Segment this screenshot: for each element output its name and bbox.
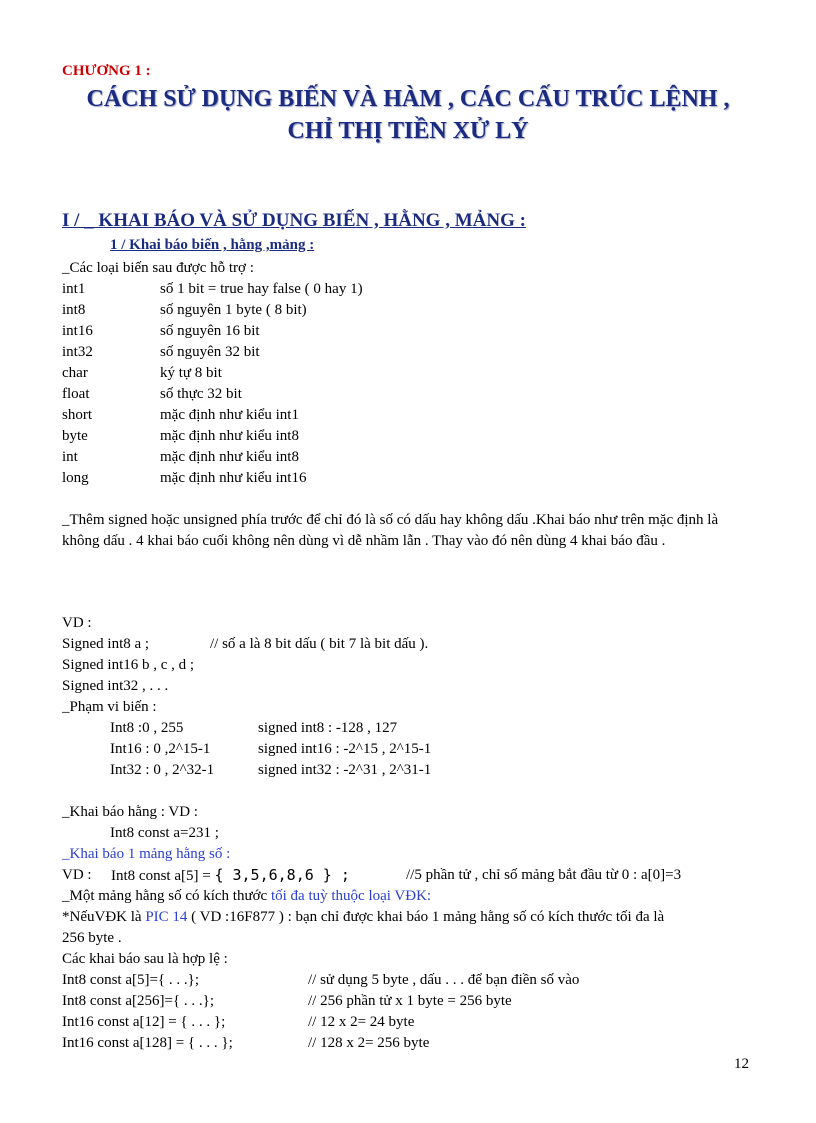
- type-desc: số nguyên 32 bit: [160, 344, 260, 360]
- range-row: [110, 739, 432, 759]
- type-desc: mặc định như kiểu int1: [160, 407, 299, 423]
- note-paragraph: _Thêm signed hoặc unsigned phía trước để chỉ đó là số có dấu hay không dấu .Khai báo như trên mặc định là không dấu . 4 khai báo cuối không nên dùng vì dễ nhầm lẫn . Thay vào đó nên dùng 4 khai báo đầu .: [62, 512, 719, 549]
- type-desc: số 1 bit = true hay false ( 0 hay 1): [160, 281, 363, 297]
- example-label: VD :: [62, 615, 92, 631]
- type-desc: mặc định như kiểu int8: [160, 428, 299, 444]
- chapter-title-line-1: CÁCH SỬ DỤNG BIẾN VÀ HÀM , CÁC CẤU TRÚC LỆNH ,: [86, 86, 730, 112]
- const-label: _Khai báo hằng : VD :: [62, 804, 198, 820]
- type-name: int: [62, 449, 78, 465]
- type-row: [62, 384, 242, 404]
- vd-code-text: Int8 const a[5] =: [111, 868, 215, 884]
- range-unsigned: Int8 :0 , 255: [110, 720, 184, 736]
- type-row: [62, 342, 260, 362]
- example-line: Signed int32 , . . .: [62, 678, 169, 694]
- vd-comment: //5 phần tử , chỉ số mảng bắt đầu từ 0 : a[0]=3: [406, 867, 682, 883]
- type-row: [62, 426, 299, 446]
- vd-prefix: VD :: [62, 867, 92, 883]
- valid-code: Int16 const a[128] = { . . . };: [62, 1035, 233, 1051]
- range-label: _Phạm vi biến :: [62, 699, 157, 715]
- range-row: [110, 718, 398, 738]
- type-desc: mặc định như kiểu int16: [160, 470, 307, 486]
- type-name: float: [62, 386, 90, 402]
- chapter-label: CHƯƠNG 1 :: [62, 63, 151, 79]
- chapter-title-line-2: CHỈ THỊ TIỀN XỬ LÝ: [287, 118, 529, 144]
- vd-code: [111, 865, 350, 886]
- type-row: [62, 468, 307, 488]
- range-signed: signed int32 : -2^31 , 2^31-1: [258, 762, 432, 778]
- vd-code-values: { 3,5,6,8,6 } ;: [214, 866, 350, 884]
- range-unsigned: Int32 : 0 , 2^32-1: [110, 762, 215, 778]
- range-signed: signed int16 : -2^15 , 2^15-1: [258, 741, 432, 757]
- pic-note-text: ( VD :16F877 ) : bạn chỉ được khai báo 1 mảng hằng số có kích thước tối đa là: [187, 909, 665, 925]
- type-row: [62, 300, 307, 320]
- type-name: int8: [62, 302, 86, 318]
- type-name: int32: [62, 344, 93, 360]
- type-row: [62, 321, 260, 341]
- valid-code: Int8 const a[5]={ . . .};: [62, 972, 199, 988]
- pic-note-cont: 256 byte .: [62, 930, 122, 946]
- valid-code: Int8 const a[256]={ . . .};: [62, 993, 214, 1009]
- type-name: char: [62, 365, 88, 381]
- valid-comment: // 128 x 2= 256 byte: [308, 1035, 430, 1051]
- types-intro: _Các loại biến sau được hỗ trợ :: [62, 260, 254, 276]
- valid-comment: // sử dụng 5 byte , dấu . . . để bạn điền số vào: [308, 972, 580, 988]
- const-example: Int8 const a=231 ;: [110, 825, 219, 841]
- size-note-highlight: tối đa tuỳ thuộc loại VĐK:: [270, 888, 432, 904]
- type-desc: mặc định như kiểu int8: [160, 449, 299, 465]
- type-desc: số nguyên 1 byte ( 8 bit): [160, 302, 307, 318]
- valid-comment: // 256 phần tử x 1 byte = 256 byte: [308, 993, 512, 1009]
- type-row: [62, 279, 363, 299]
- subsection-heading: 1 / Khai báo biến , hằng ,mảng :: [110, 237, 315, 253]
- example-comment: // số a là 8 bit dấu ( bit 7 là bit dấu ).: [210, 636, 429, 652]
- valid-comment: // 12 x 2= 24 byte: [308, 1014, 415, 1030]
- type-name: int16: [62, 323, 93, 339]
- valid-code: Int16 const a[12] = { . . . };: [62, 1014, 226, 1030]
- page-number: 12: [734, 1056, 749, 1072]
- section-heading: I / _ KHAI BÁO VÀ SỬ DỤNG BIẾN , HẰNG , MẢNG :: [62, 210, 526, 231]
- pic-note: [62, 907, 664, 927]
- valid-row: [62, 1012, 415, 1032]
- range-signed: signed int8 : -128 , 127: [258, 720, 398, 736]
- example-line: [62, 634, 429, 654]
- pic-note-highlight: PIC 14: [145, 909, 188, 925]
- type-name: int1: [62, 281, 86, 297]
- type-name: short: [62, 407, 92, 423]
- example-line: Signed int16 b , c , d ;: [62, 657, 195, 673]
- type-row: [62, 363, 222, 383]
- size-note-text: _Một mảng hằng số có kích thước: [62, 888, 271, 904]
- type-name: long: [62, 470, 89, 486]
- const-array-example: [62, 865, 682, 885]
- example-code: Signed int8 a ;: [62, 636, 150, 652]
- valid-row: [62, 991, 512, 1011]
- range-unsigned: Int16 : 0 ,2^15-1: [110, 741, 211, 757]
- pic-note-text: *NếuVĐK là: [62, 909, 146, 925]
- type-desc: ký tự 8 bit: [160, 365, 222, 381]
- type-row: [62, 405, 299, 425]
- const-array-label: _Khai báo 1 mảng hằng số :: [62, 846, 231, 862]
- type-row: [62, 447, 299, 467]
- valid-row: [62, 970, 580, 990]
- type-desc: số nguyên 16 bit: [160, 323, 260, 339]
- valid-row: [62, 1033, 430, 1053]
- type-desc: số thực 32 bit: [160, 386, 242, 402]
- size-note: [62, 886, 431, 906]
- range-row: [110, 760, 432, 780]
- type-name: byte: [62, 428, 88, 444]
- valid-label: Các khai báo sau là hợp lệ :: [62, 951, 228, 967]
